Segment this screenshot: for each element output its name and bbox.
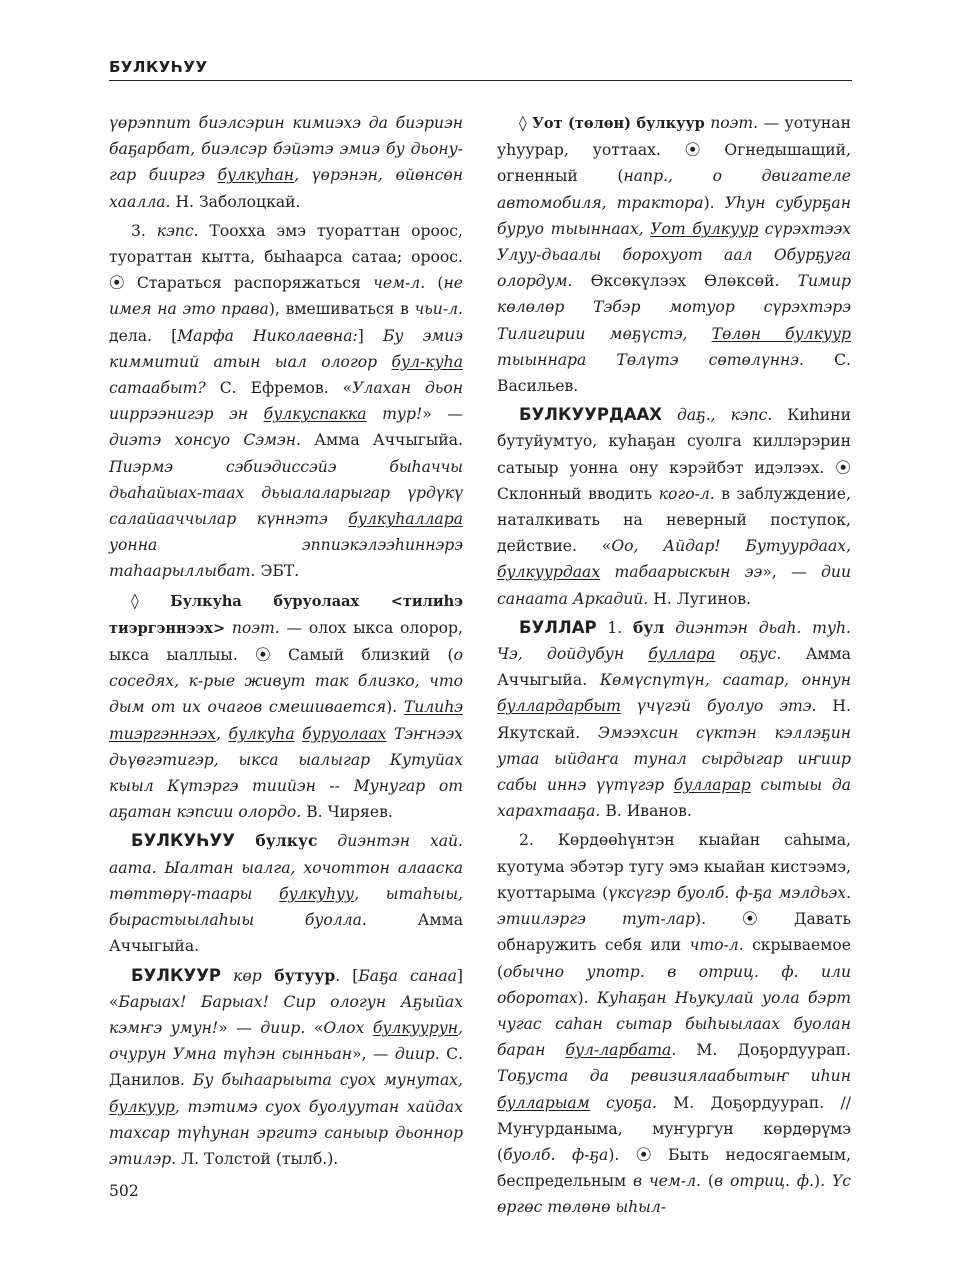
definition: — уотунан уһуурар, уоттаах. ⦿ Огнедышащий, огненный ( [497,114,851,186]
example: сатаабыт? [109,379,206,398]
entry-bulkuur [109,963,463,1173]
idiom-marker: ◊ [131,591,171,610]
citation-author: С. Данилов. [109,1045,463,1090]
example: табаарыскын ээ [600,563,763,582]
label: кэпс. [156,221,199,240]
text-span: ). [703,193,725,212]
label: даҕ., кэпс. [661,406,773,425]
left-column [109,110,463,1175]
definition: Киһини бутуйумтуо, куһаҕан суолга киллэрэрин сатыыр уонна ону кэрэйбэт идэлээх. ⦿ Склонный вводить [497,406,851,503]
label: чем-л. [373,274,426,293]
note: в отриц. ф. [713,1172,815,1191]
sense-3 [109,218,463,585]
text-span: үөрэппит биэлсэрин кимиэхэ да биэриэн баҕарбат, биэлсэр бэйэтэ эмиэ бу дьону-гар бииргэ [109,114,463,185]
text-span: ( [425,274,444,293]
citation-author: Амма Аччыгыйа. [109,911,463,956]
text-span: « [305,1018,324,1037]
example: дии санаата Аркадий. [497,563,851,608]
page-number: 502 [109,1182,139,1200]
example: Олох [323,1018,373,1037]
note: о соседях, к-рые живут так близко, что дым от их очагов смешивается [109,646,463,717]
example-word: булкуһаллара [348,510,463,529]
example: Улахан дьон ииррээнигэр эн [109,379,463,424]
idiom-marker: ◊ [519,114,533,132]
example: сытыы да харахтааҕа. [497,776,852,821]
example-word: буллара [648,645,716,664]
note: напр., о двигателе автомобиля, трактора [497,167,851,212]
speaker: Баҕа санаа [358,966,457,985]
example: Пиэрмэ сэбиэдиссэйэ быһаччы дьаһайыах-таах дьыалаларыгар үрдүкү салайааччылар күннэтэ [109,457,463,529]
example-word: булкуурун [372,1018,459,1037]
text-span: ), вмешиваться в [268,300,415,319]
example: диир. [260,1018,306,1037]
label: диэнтэн дьаһ. туһ. [664,618,851,637]
example: , тэтимэ суох буолуутан хайдах тахсар түһунан эргитэ саныыр дьоннор этилэр. [109,1097,463,1168]
label: поэт. [225,618,280,637]
note: обычно употр. в отриц. ф. или оборотах [497,962,851,1007]
speaker: Марфа Николаевна: [177,326,358,345]
example-word: буруолаах [302,724,387,743]
citation-author: С. Ефремов. « [205,379,353,398]
citation-author: В. Чиряев. [301,803,393,822]
definition: ). ⦿ Давать обнаружить себя или [497,910,852,955]
label: диэнтэн хай. [317,832,463,851]
definition: М. Доҕордуурап. // Муҥурданыма, муҥургун көрдөрүмэ ( [497,1093,851,1164]
label: кого-л. [658,484,715,503]
example-word: булкуһан [217,166,295,185]
example: Уһун субурҕан буруо тыыннаах, [497,193,851,238]
citation-author: Н. Заболоцкай. [170,192,301,211]
example: суоҕа. [589,1093,657,1112]
example: үчүгэй буолуо этэ. [620,697,817,716]
example: тур! [366,405,423,424]
label: что-л. [689,936,744,955]
example: , очурун Умна түһэн сынньан [109,1018,463,1064]
example-word: булкуспакка [263,405,367,424]
label: поэт. [704,114,759,132]
citation-author: Н. Якутскай. [497,697,851,742]
text-span: ( [701,1172,714,1191]
citation-author: Өксөкүлээх Өлөксөй. [572,272,798,291]
note: буолб. ф-ҕа [503,1145,609,1164]
example-word: булкуур [109,1097,175,1116]
example: диир. [394,1045,440,1064]
example: Барыах! Барыах! Сир ологун Аҕыйах кэмҥэ умун! [109,992,463,1037]
example: аата. Ыалтан ыалга, хочоттон алааска төттөрү-таары [109,858,463,903]
sense-number: 1. [596,618,634,637]
example: сүрэхтээх Улуу-дьаалы борохуот аал Обурҕуга олордум. [497,219,852,291]
example-word: Тилиһэ тиэргэннээх [109,698,464,743]
definition: Тоохха эмэ туораттан ороос, туораттан кытта, быһаарса сатаа; ороос. ⦿ Стараться распоряжаться [109,221,463,293]
example: уонна эппиэкэлээһиннэрэ таһаарыллыбат. [109,536,463,581]
note: не имея на это права [109,274,463,319]
right-column [497,110,851,1224]
text-span: ). [814,1172,832,1191]
definition: в заблуждение, наталкивать на неверный поступок, действие. « [497,484,851,556]
example: Көмүспүтүн, саатар, оннун [599,671,851,690]
example: Тэҥнээх дьүөгэтигэр, ыкса ыалыгар Кутуйах кыыл Күтэргэ тиийэн -- Мунугар от аҕатан кэпсии олордо. [109,724,463,822]
example-word: Уот булкуур [650,219,759,238]
example: , ытаһыы, бырастыылаһыы буолла. [109,884,463,930]
cross-ref-word: бутуур [261,965,336,985]
citation-author: Л. Толстой (тылб.). [176,1149,339,1168]
example-word: булкуурдаах [497,563,601,582]
entry-bulkuurdaah [497,402,851,612]
note: үксүгэр буолб. ф-ҕа мэлдьэх. этиилэргэ тут-лар [497,883,851,929]
example: Куһаҕан Ньукулай уола бэрт чугас саһан сытар быһыылаах буолан баран [497,988,852,1060]
sense-2 [497,827,851,1220]
entry-bullar [497,615,851,825]
text-span: » — [218,1018,261,1037]
cross-ref-word: бул [633,617,665,637]
idiom-entry [497,110,851,399]
example: Тимир көлөлөр Тэбэр мотуор сүрэхтэрэ Тилигирии мөҕүстэ, [497,272,851,343]
example-word: Төлөн булкуур [711,324,851,343]
example-word: бул-ларбата [565,1041,672,1060]
example: Эмээхсин сүктэн кэллэҕин утаа ыйдаҥа тунал сырдыгар иҥиир сабы иннэ үүтүгэр [497,723,852,795]
text-span: ). [386,698,404,717]
text-span: ). [577,988,597,1007]
example: тыыннара Төлүтэ сөтөлүннэ. [497,350,804,369]
text-span: », — [352,1045,395,1064]
cross-ref-word: булкус [235,831,318,851]
example: оҕус. [715,645,782,664]
example: Тоҕуста да ревизиялаабытыҥ иһин [497,1067,851,1086]
headword: БУЛКУУР [131,965,222,985]
idiom-headword: Булкуһа буруолаах <тилиһэ тиэргэннээх> [109,592,463,637]
example: Бу эмиэ киммитий атын ыал ологор [109,326,464,371]
headword: БУЛЛАР [519,617,597,637]
headword: БУЛКУҺУУ [131,831,235,851]
headword: БУЛКУУРДААХ [519,405,662,425]
sense-number: 3. [131,221,157,240]
text-span: », — [762,563,822,582]
header-title: БУЛКУҺУУ [109,58,208,76]
text-span: дела. [ [109,326,178,345]
citation-author: С. Васильев. [497,350,851,396]
example-word: булкуһа [228,724,295,743]
entry-continuation [109,110,463,215]
example: Үс өргөс төлөнө ыһыл- [497,1172,852,1217]
label: чьи-л. [414,300,463,319]
label: көр [221,966,262,985]
idiom-entry [109,588,463,826]
example-word: буллардарбыт [497,697,621,716]
citation-author: М. Доҕордуурап. [676,1041,851,1060]
example-word: булларыам [497,1093,590,1112]
example-word: бул-куһа [391,352,463,371]
citation-author: В. Иванов. [600,802,692,821]
example: Оо, Айдар! Бутуурдаах, [611,537,851,556]
text-span: ] [357,326,383,345]
text-span: . [ [335,966,359,985]
text-span: ] « [109,966,464,1011]
label: в чем-л. [633,1172,701,1191]
citation-author: Амма Аччыгыйа. [497,645,851,690]
text-span: , үөрэнэн, өйөнсөн хаалла. [109,166,463,211]
definition: — олох ыкса олорор, ыкса ыаллыы. ⦿ Самый близкий ( [109,618,463,665]
citation-author: Амма Аччыгыйа. [300,431,463,450]
example-word: булларар [673,776,751,795]
example: Чэ, дойдубун [497,645,649,664]
definition: 2. Көрдөөһүнтэн кыайан саһыма, куотума эбэтэр тугу эмэ кыайан кистээмэ, куоттарыма ( [497,831,851,902]
example: , [215,724,229,743]
entry-bulkuhuu [109,828,463,959]
example: Бу быһаарыыта суох мунутах, [192,1071,463,1090]
running-header [109,58,852,81]
definition: ). ⦿ Быть недосягаемым, беспредельным [497,1145,851,1191]
idiom-headword: Уот (төлөн) булкуур [532,115,705,132]
example: . [671,1041,677,1060]
citation-author: Н. Лугинов. [648,589,752,608]
example: диэтэ хонсуо Сэмэн. [109,431,301,450]
example-word: булкуһуу [279,884,355,903]
text-span: » — [422,405,463,424]
citation-author: ЭБТ. [255,562,300,581]
text-span: скрываемое ( [497,936,851,981]
